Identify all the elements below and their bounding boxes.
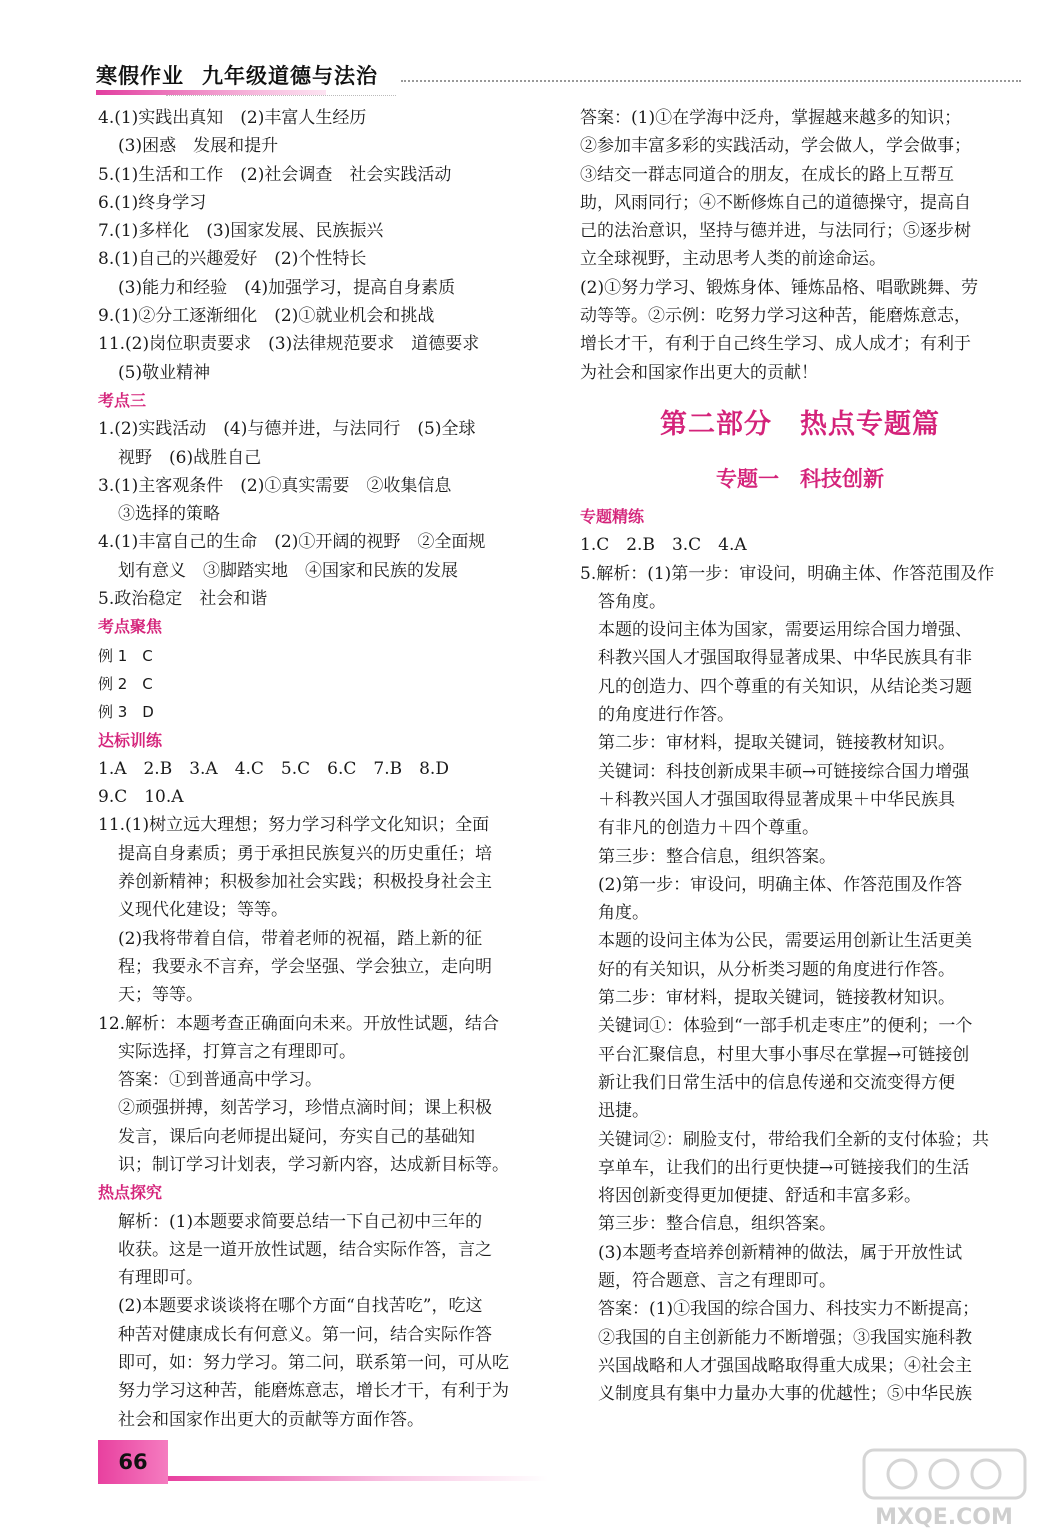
text-line: 关键词②：刷脸支付，带给我们全新的支付体验；共 <box>598 1129 989 1150</box>
header-sub-rule <box>166 95 396 100</box>
text-line: 兴国战略和人才强国战略取得重大成果；④社会主 <box>598 1355 972 1376</box>
watermark-text: MXQE.COM <box>875 1505 1013 1530</box>
left-column <box>98 104 548 1434</box>
text-line: 第二步：审材料，提取关键词，链接教材知识。 <box>598 733 955 754</box>
text-line: 即可，如：努力学习。第二问，联系第一问，可从吃 <box>118 1353 509 1374</box>
section-heading: 热点探究 <box>98 1183 163 1203</box>
text-line: 助，风雨同行；④不断修炼自己的道德操守，提高自 <box>580 192 971 213</box>
text-line: 为社会和国家作出更大的贡献！ <box>580 362 818 383</box>
text-line: 本题的设问主体为国家，需要运用综合国力增强、 <box>598 620 972 641</box>
text-line: 第三步：整合信息，组织答案。 <box>598 1214 836 1235</box>
text-line: (2)我将带着自信，带着老师的祝福，踏上新的征 <box>118 928 483 949</box>
text-line: 解析：(1)本题要求简要总结一下自己初中三年的 <box>118 1211 483 1232</box>
text-line: 动等等。②示例：吃努力学习这种苦，能磨炼意志， <box>580 306 971 327</box>
right-column-topic <box>580 503 1020 1409</box>
topic-title: 专题一 科技创新 <box>716 466 884 491</box>
text-line: ②我国的自主创新能力不断增强；③我国实施科教 <box>598 1327 972 1348</box>
text-line: 迅捷。 <box>598 1101 649 1122</box>
text-line: 的角度进行作答。 <box>598 705 734 726</box>
text-line: (2)①努力学习、锻炼身体、锤炼品格、唱歌跳舞、劳 <box>580 277 979 298</box>
text-line: 提高自身素质；勇于承担民族复兴的历史重任；培 <box>118 843 492 864</box>
example-answer: 例 2 C <box>98 674 153 693</box>
right-column <box>580 104 1020 1408</box>
text-line: 第三步：整合信息，组织答案。 <box>598 846 836 867</box>
text-line: 平台汇聚信息，村里大事小事尽在掌握→可链接创 <box>598 1044 970 1065</box>
text-line: 6.(1)终身学习 <box>98 192 207 213</box>
text-line: 关键词：科技创新成果丰硕→可链接综合国力增强 <box>598 761 970 782</box>
text-line: 答案：(1)①在学海中泛舟，掌握越来越多的知识； <box>580 108 962 128</box>
text-line: 本题的设问主体为公民，需要运用创新让生活更美 <box>598 931 972 952</box>
text-line: (2)第一步：审设问，明确主体、作答范围及作答 <box>598 874 963 895</box>
text-line: 8.(1)自己的兴趣爱好 (2)个性特长 <box>98 249 367 270</box>
text-line: 有理即可。 <box>118 1268 203 1289</box>
section-heading: 考点三 <box>98 390 147 410</box>
section-heading: 专题精练 <box>580 506 645 526</box>
watermark-mark <box>930 1460 958 1488</box>
text-line: ③结交一群志同道合的朋友，在成长的路上互帮互 <box>580 164 954 185</box>
section-heading: 考点聚焦 <box>98 617 163 637</box>
text-line: ②参加丰富多彩的实践活动，学会做人，学会做事； <box>580 136 971 157</box>
example-answer: 例 3 D <box>98 703 154 722</box>
text-line: 增长才干，有利于自己终生学习、成人成才；有利于 <box>580 334 971 355</box>
text-line: 11.(2)岗位职责要求 (3)法律规范要求 道德要求 <box>98 334 480 355</box>
text-line: 关键词①：体验到“一部手机走枣庄”的便利；一个 <box>598 1016 973 1037</box>
text-line: ＋科教兴国人才强国取得显著成果＋中华民族具 <box>598 789 955 810</box>
right-column-answers <box>580 104 1020 387</box>
text-line: 有非凡的创造力＋四个尊重。 <box>598 818 819 839</box>
text-line: 角度。 <box>598 903 649 924</box>
text-line: (5)敬业精神 <box>118 362 211 383</box>
text-line: 4.(1)丰富自己的生命 (2)①开阔的视野 ②全面规 <box>98 532 486 553</box>
text-line: 9.C 10.A <box>98 787 184 808</box>
text-line: 视野 (6)战胜自己 <box>118 447 262 468</box>
page-header <box>96 58 1021 104</box>
text-line: 5.(1)生活和工作 (2)社会调查 社会实践活动 <box>98 164 452 185</box>
text-line: 社会和国家作出更大的贡献等方面作答。 <box>118 1409 424 1430</box>
text-line: 科教兴国人才强国取得显著成果、中华民族具有非 <box>598 648 972 669</box>
text-line: 第二步：审材料，提取关键词，链接教材知识。 <box>598 988 955 1009</box>
text-line: 4.(1)实践出真知 (2)丰富人生经历 <box>98 108 367 128</box>
text-line: 1.(2)实践活动 (4)与德并进，与法同行 (5)全球 <box>98 419 476 440</box>
text-line: 程；我要永不言弃，学会坚强、学会独立，走向明 <box>118 956 492 977</box>
text-line: (3)困惑 发展和提升 <box>118 136 279 157</box>
text-line: 新让我们日常生活中的信息传递和交流变得方便 <box>598 1072 955 1093</box>
text-line: 1.C 2.B 3.C 4.A <box>580 535 747 556</box>
page-number: 66 <box>98 1440 168 1484</box>
text-line: 9.(1)②分工逐渐细化 (2)①就业机会和挑战 <box>98 306 435 327</box>
section-heading: 达标训练 <box>98 730 163 750</box>
text-line: 1.A 2.B 3.A 4.C 5.C 6.C 7.B 8.D <box>98 758 449 779</box>
watermark-mark <box>972 1460 1000 1488</box>
text-line: ②顽强拼搏，刻苦学习，珍惜点滴时间；课上积极 <box>118 1098 492 1119</box>
text-line: 收获。这是一道开放性试题，结合实际作答，言之 <box>118 1239 492 1260</box>
header-dotted-rule <box>401 80 1021 82</box>
example-answer: 例 1 C <box>98 646 153 665</box>
text-line: 3.(1)主客观条件 (2)①真实需要 ②收集信息 <box>98 475 452 496</box>
text-line: 天；等等。 <box>118 985 203 1006</box>
text-line: 答角度。 <box>598 591 666 612</box>
text-line: (3)本题考查培养创新精神的做法，属于开放性试 <box>598 1242 963 1263</box>
text-line: 划有意义 ③脚踏实地 ④国家和民族的发展 <box>118 560 458 581</box>
text-line: 题，符合题意、言之有理即可。 <box>598 1270 836 1291</box>
footer-accent-bar <box>168 1476 548 1481</box>
text-line: 答案：(1)①我国的综合国力、科技实力不断提高； <box>598 1299 980 1320</box>
text-line: 努力学习这种苦，能磨炼意志，增长才干，有利于为 <box>118 1381 509 1402</box>
text-line: ③选择的策略 <box>118 504 220 525</box>
watermark-logo <box>862 1448 1027 1532</box>
text-line: 答案：①到普通高中学习。 <box>118 1070 322 1091</box>
text-line: 实际选择，打算言之有理即可。 <box>118 1041 356 1062</box>
subject-name: 九年级道德与法治 <box>202 64 378 88</box>
text-line: 养创新精神；积极参加社会实践；积极投身社会主 <box>118 872 492 893</box>
text-line: 12.解析：本题考查正确面向未来。开放性试题，结合 <box>98 1013 500 1034</box>
text-line: 种苦对健康成长有何意义。第一问，结合实际作答 <box>118 1324 492 1345</box>
text-line: 11.(1)树立远大理想；努力学习科学文化知识；全面 <box>98 815 490 836</box>
text-line: 凡的创造力、四个尊重的有关知识，从结论类习题 <box>598 676 972 697</box>
text-line: (3)能力和经验 (4)加强学习，提高自身素质 <box>118 277 456 298</box>
text-line: 享单车，让我们的出行更快捷→可链接我们的生活 <box>598 1157 970 1178</box>
header-title <box>96 60 396 90</box>
text-line: (2)本题要求谈谈将在哪个方面“自找苦吃”，吃这 <box>118 1296 483 1317</box>
text-line: 义现代化建设；等等。 <box>118 900 288 921</box>
text-line: 立全球视野，主动思考人类的前途命运。 <box>580 249 886 270</box>
text-line: 5.解析：(1)第一步：审设问，明确主体、作答范围及作 <box>580 563 995 584</box>
text-line: 5.政治稳定 社会和谐 <box>98 589 268 610</box>
text-line: 将因创新变得更加便捷、舒适和丰富多彩。 <box>598 1186 921 1207</box>
text-line: 发言，课后向老师提出疑问，夯实自己的基础知 <box>118 1126 475 1147</box>
text-line: 识；制订学习计划表，学习新内容，达成新目标等。 <box>118 1154 509 1175</box>
text-line: 7.(1)多样化 (3)国家发展、民族振兴 <box>98 221 384 242</box>
book-name: 寒假作业 <box>96 64 184 88</box>
part-title: 第二部分 热点专题篇 <box>660 408 940 440</box>
text-line: 义制度具有集中力量办大事的优越性；⑤中华民族 <box>598 1384 972 1405</box>
text-line: 好的有关知识，从分析类习题的角度进行作答。 <box>598 959 955 980</box>
text-line: 己的法治意识，坚持与德并进，与法同行；⑤逐步树 <box>580 221 971 242</box>
watermark-mark <box>888 1460 916 1488</box>
